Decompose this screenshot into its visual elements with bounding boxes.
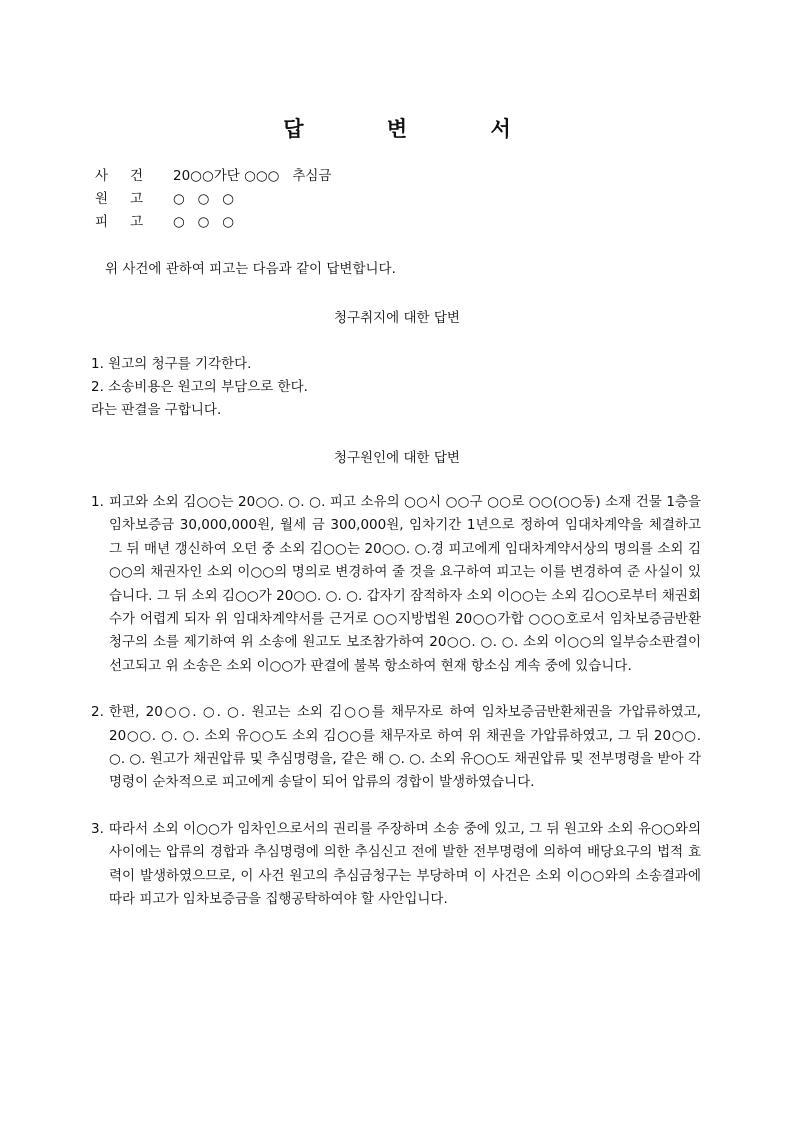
claim-item: 2. 소송비용은 원고의 부담으로 한다. <box>91 379 308 395</box>
item-number: 1. <box>91 494 104 510</box>
answer-item <box>91 491 701 678</box>
claim-closing: 라는 판결을 구합니다. <box>91 402 222 418</box>
case-info-row <box>95 165 331 188</box>
case-info <box>95 165 331 234</box>
section-title-claims: 청구취지에 대한 답변 <box>334 310 460 326</box>
document-title: 답 변 서 <box>283 117 549 141</box>
defendant-label: 피고 <box>95 214 166 230</box>
item-number: 3. <box>91 820 104 837</box>
answer-items <box>91 491 701 935</box>
plaintiff-label: 원고 <box>95 191 166 207</box>
defendant-value: ○ ○ ○ <box>173 214 235 230</box>
section-title-causes: 청구원인에 대한 답변 <box>334 450 460 466</box>
item-text: 피고와 소외 김○○는 20○○. ○. ○. 피고 소유의 ○○시 ○○구 ○○로 ○○(○○동) 소재 건물 1층을 임차보증금 30,000,000원, 월세 금 300,000원, 임차기간 1년으로 정하여 임대차계약을 체결하고 그 뒤 매년 갱신하여 오던 중 소외 김○○는 20○○. ○.경 피고에게 임대차계약서상의 명의를 소외 김○○의 채권자인 소외 이○○의 명의로 변경하여 줄 것을 요구하여 피고는 이를 변경하여 준 사실이 있습니다. 그 뒤 소외 김○○가 20○○. ○. ○. 갑자기 잠적하자 소외 이○○는 소외 김○○로부터 채권회수가 어렵게 되자 위 임대차계약서를 근거로 ○○지방법원 20○○가합 ○○○호로서 임차보증금반환청구의 소를 제기하여 위 소송에 원고도 보조참가하여 20○○. ○. ○. 소외 이○○의 일부승소판결이 선고되고 위 소송은 소외 이○○가 판결에 불복 항소하여 현재 항소심 계속 중에 있습니다. <box>109 494 701 674</box>
plaintiff-value: ○ ○ ○ <box>173 191 235 207</box>
answer-item <box>91 701 701 795</box>
case-label: 사건 <box>95 168 166 184</box>
case-value: 20○○가단 ○○○ 추심금 <box>173 168 332 184</box>
item-text: 한편, 20○○. ○. ○. 원고는 소외 김○○를 채무자로 하여 임차보증금반환채권을 가압류하였고, 20○○. ○. ○. 소외 유○○도 소외 김○○를 채무자로 하여 위 채권을 가압류하였고, 그 뒤 20○○. ○. ○. 원고가 채권압류 및 추심명령을, 같은 해 ○. ○. 소외 유○○도 채권압류 및 전부명령을 받아 각 명령이 순차적으로 피고에게 송달이 되어 압류의 경합이 발생하였습니다. <box>109 704 701 791</box>
claim-item: 1. 원고의 청구를 기각한다. <box>91 356 252 372</box>
answer-item <box>91 818 701 912</box>
intro-text: 위 사건에 관하여 피고는 다음과 같이 답변합니다. <box>105 261 396 277</box>
item-number: 2. <box>91 704 104 721</box>
item-text: 따라서 소외 이○○가 임차인으로서의 권리를 주장하며 소송 중에 있고, 그 뒤 원고와 소외 유○○와의 사이에는 압류의 경합과 추심명령에 의한 추심신고 전에 발한 전부명령에 의하여 배당요구의 법적 효력이 발생하였으므로, 이 사건 원고의 추심금청구는 부당하며 이 사건은 소외 이○○와의 소송결과에 따라 피고가 임차보증금을 집행공탁하여야 할 사안입니다. <box>109 820 701 908</box>
plaintiff-row <box>95 188 331 211</box>
defendant-row <box>95 211 331 234</box>
claims-list <box>91 353 308 422</box>
